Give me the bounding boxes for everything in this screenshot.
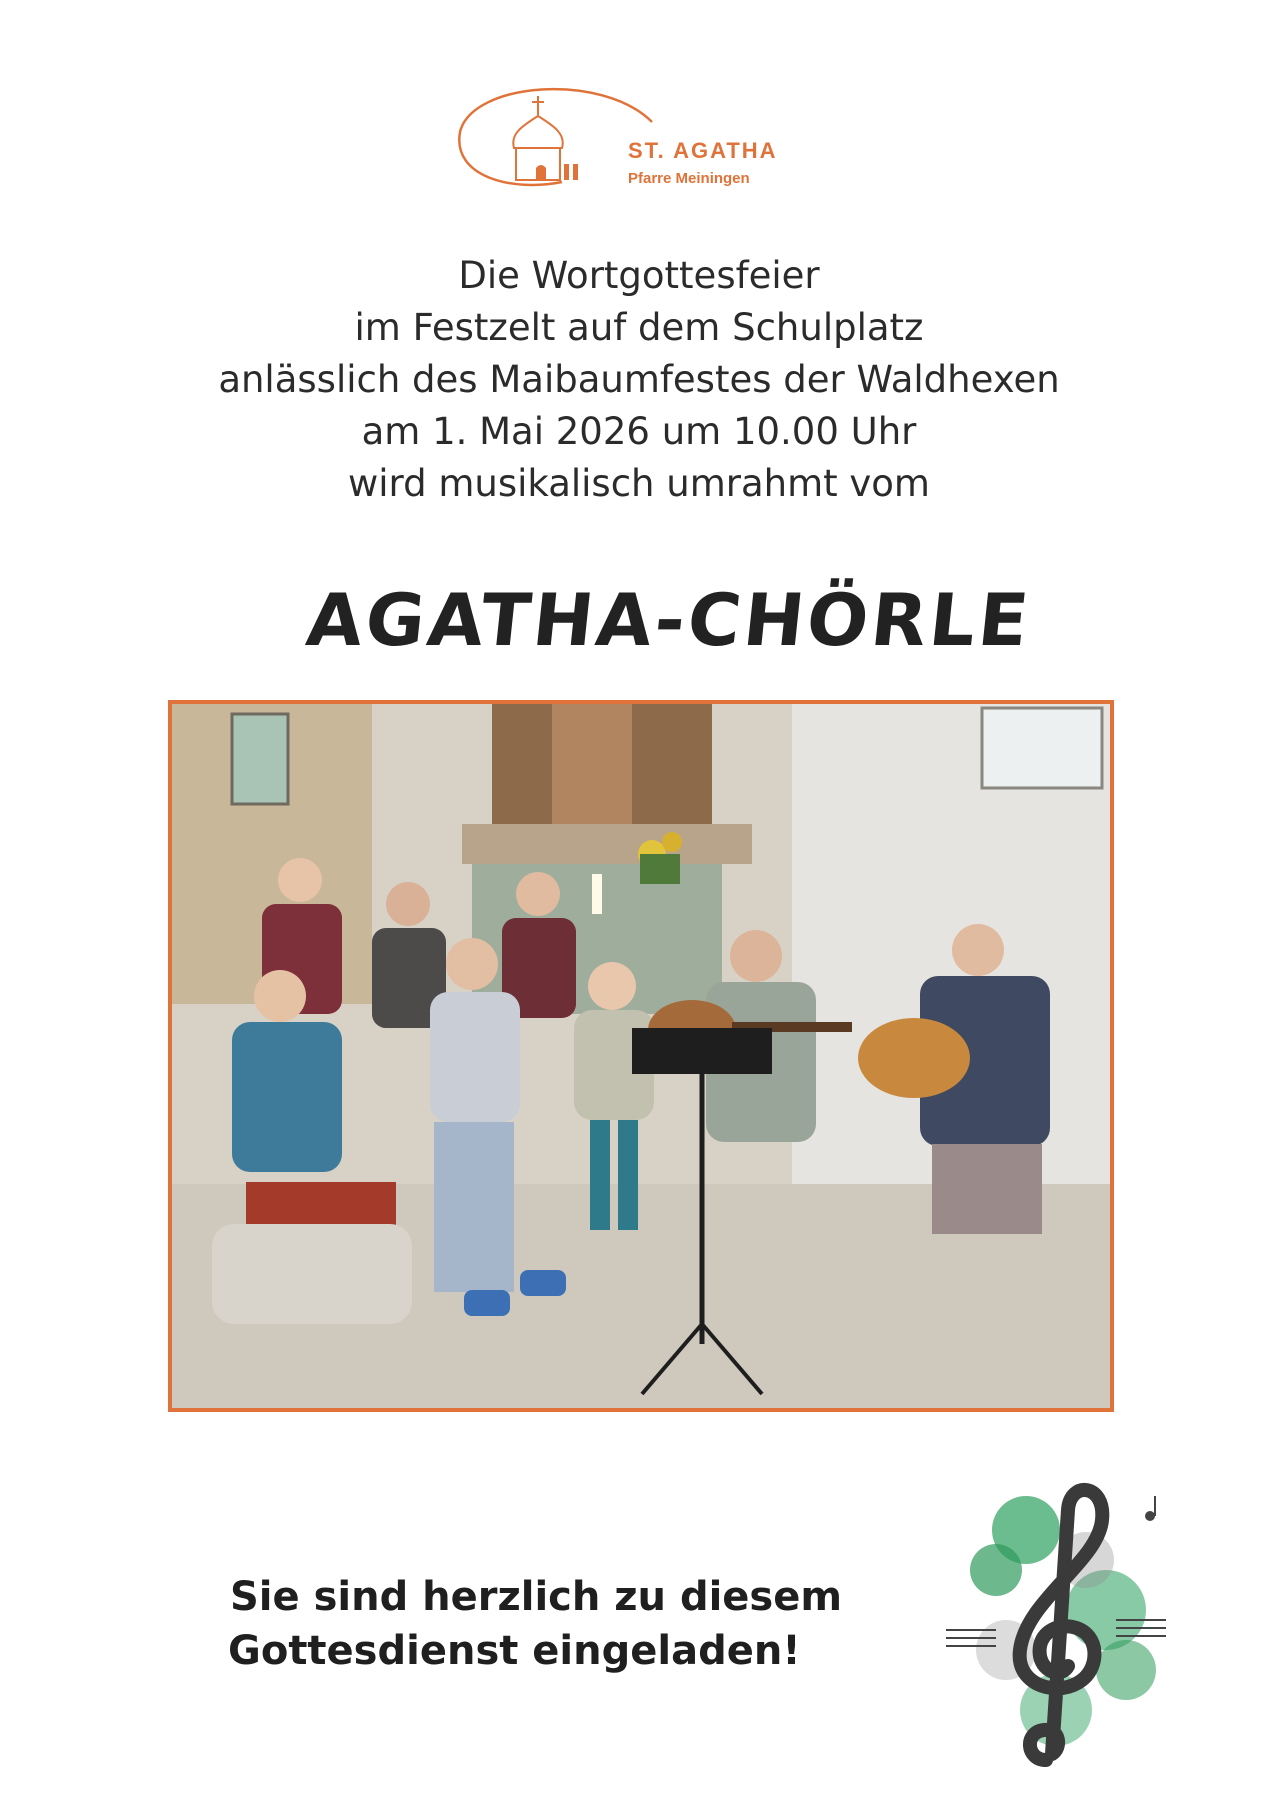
announcement-line: wird musikalisch umrahmt vom	[348, 462, 930, 505]
announcement-line: am 1. Mai 2026 um 10.00 Uhr	[361, 410, 917, 453]
announcement-text	[100, 250, 1178, 510]
choir-photo-image	[172, 704, 1110, 1408]
parish-logo	[452, 82, 832, 202]
logo-title: ST. AGATHA	[628, 138, 778, 163]
invitation-line: Sie sind herzlich zu diesem	[230, 1574, 843, 1620]
treble-clef-icon	[936, 1470, 1176, 1770]
announcement-line: Die Wortgottesfeier	[458, 254, 820, 297]
choir-title: AGATHA-CHÖRLE	[302, 578, 1036, 662]
invitation-text	[230, 1570, 842, 1678]
choir-photo	[168, 700, 1114, 1412]
announcement-line: anlässlich des Maibaumfestes der Waldhexen	[218, 358, 1060, 401]
invitation-line: Gottesdienst eingeladen!	[228, 1628, 801, 1674]
logo-subtitle: Pfarre Meiningen	[628, 170, 750, 187]
announcement-line: im Festzelt auf dem Schulplatz	[354, 306, 924, 349]
